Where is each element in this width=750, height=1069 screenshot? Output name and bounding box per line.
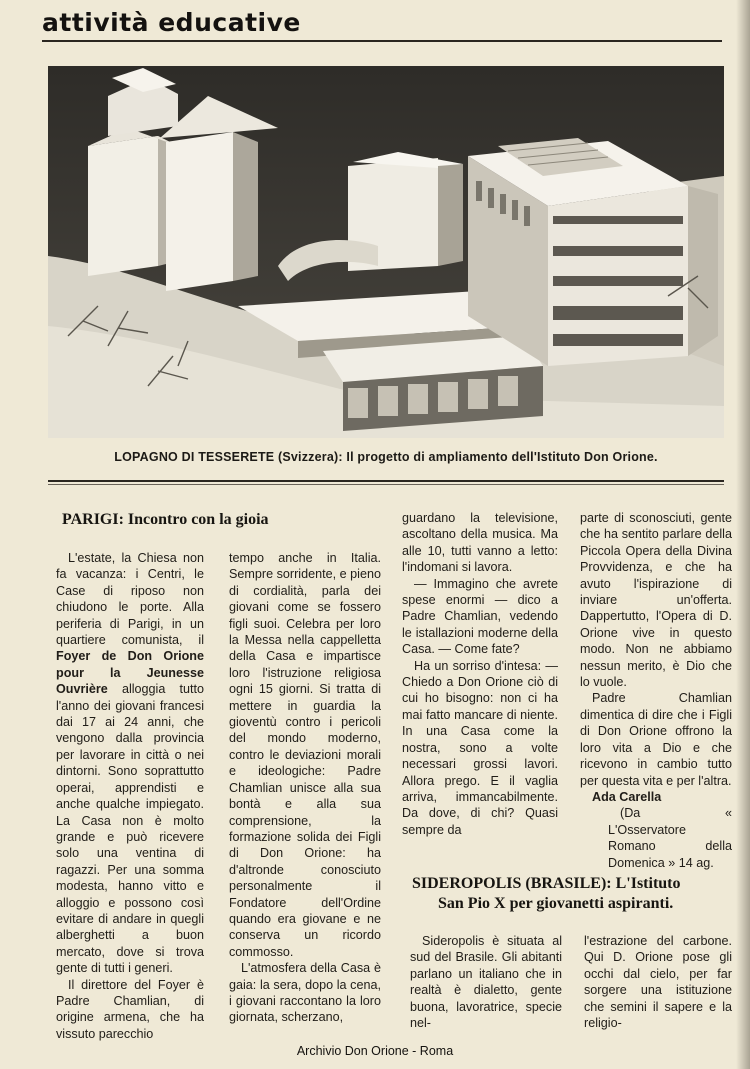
header-rule	[42, 40, 722, 42]
page-edge-shadow	[736, 0, 750, 1069]
article1-paragraph: guardano la televisione, ascoltano della musica. Ma alle 10, tutti vanno a letto: l'indomani si lavora.	[402, 511, 558, 575]
article1-text: alloggia tutto l'anno dei giovani francesi dai 17 ai 24 anni, che vengono dalla provincia per lavorare in città o nei dintorni. Sono soprattutto operai, apprendisti e anche qualche impiegato. La Casa non è molto grande e può ricevere solo una ventina di ragazzi. Per una somma modesta, hanno vitto e alloggio e possono così evitare di andare in quegli alberghetti a buon mercato, dove si trova gente di tutti i generi.	[56, 682, 204, 976]
article1-paragraph: — Immagino che avrete spese enormi — dico a Padre Chamlian, vedendo le istallazioni moderne della Casa. — Come fate?	[402, 576, 558, 657]
article1-column-1	[56, 550, 204, 1042]
section-rule	[48, 480, 724, 482]
article2-column-2	[584, 933, 732, 1031]
article2-paragraph: Sideropolis è situata al sud del Brasile. Gli abitanti parlano un italiano che in realtà è dialetto, gente buona, lavoratrice, specie nel-	[410, 934, 562, 1031]
article1-column-3	[402, 510, 558, 838]
article-headline-sideropolis-line2: San Pio X per giovanetti aspiranti.	[438, 895, 674, 912]
photo-caption: LOPAGNO DI TESSERETE (Svizzera): Il progetto di ampliamento dell'Istituto Don Orione.	[114, 450, 658, 464]
article1-paragraph: parte di sconosciuti, gente che ha sentito parlare della Piccola Opera della Divina Provvidenza, e che ha avuto l'ispirazione di inviare un'offerta. Dappertutto, l'Opera di D. Orione vive in questo modo. Non ne abbiamo nessun merito, è Dio che lo vuole.	[580, 511, 732, 690]
section-title: attività educative	[42, 8, 301, 37]
article1-bold-text: Foyer de Don Orione pour la Jeunesse Ouvrière	[56, 649, 204, 697]
article1-paragraph: Il direttore del Foyer è Padre Chamlian, di origine armena, che ha vissuto parecchio	[56, 977, 204, 1041]
article2-paragraph: l'estrazione del carbone. Qui D. Orione pose gli occhi dal cielo, per far sorgere una istituzione che semini il sapere e la religio-	[584, 934, 732, 1031]
article1-paragraph: tempo anche in Italia. Sempre sorridente, e pieno di cordialità, parla dei giovani come se fossero figli suoi. Celebra per loro la Messa nella cappelletta della Casa e impartisce loro l'istruzione religiosa ogni 15 giorni. Si tratta di mettere in guardia la gioventù contro i pericoli del mondo moderno, contro le deviazioni morali e ideologiche: Padre Chamlian unisce alla sua bontà e alla sua comprensione, la formazione solida dei Figli di Don Orione: ha d'altronde conosciuto personalmente il Fondatore dell'Ordine quando era giovane e ne conserva un ricordo commosso.	[229, 551, 381, 959]
article-headline-sideropolis-line1: SIDEROPOLIS (BRASILE): L'Istituto	[412, 875, 681, 892]
article1-paragraph: Ha un sorriso d'intesa: — Chiedo a Don Orione ciò di cui ho bisogno: non ci ha mai fatto mancare di niente. In una Casa come la nostra, sono a volte necessari grossi lavori. Allora prego. E il vaglia arriva, immancabilmente. Da dove, di chi? Quasi sempre da	[402, 658, 558, 837]
article2-column-1	[410, 933, 562, 1031]
article1-paragraph: Padre Chamlian dimentica di dire che i Figli di Don Orione offrono la loro vita a Dio e che ricevono in cambio tutto per questa vita e per l'altra.	[580, 691, 732, 788]
article1-column-4	[580, 510, 732, 871]
archive-footer: Archivio Don Orione - Roma	[296, 1044, 454, 1058]
section-rule-thin	[48, 484, 724, 485]
article1-paragraph: L'atmosfera della Casa è gaia: la sera, dopo la cena, i giovani raccontano la loro giornata, scherzano,	[229, 961, 381, 1025]
article1-column-2	[229, 550, 381, 1026]
article1-signature: Ada Carella	[592, 789, 662, 804]
article1-paragraph	[56, 550, 204, 977]
article1-source: (Da « L'Osservatore Romano della Domenica » 14 ag.	[608, 806, 732, 870]
article-headline-paris: PARIGI: Incontro con la gioia	[62, 511, 269, 528]
building-model-photo	[48, 66, 724, 438]
article1-text: L'estate, la Chiesa non fa vacanza: i Centri, le Case di riposo non chiudono le porte. Alla periferia di Parigi, in un quartiere comunista, il	[56, 551, 204, 648]
